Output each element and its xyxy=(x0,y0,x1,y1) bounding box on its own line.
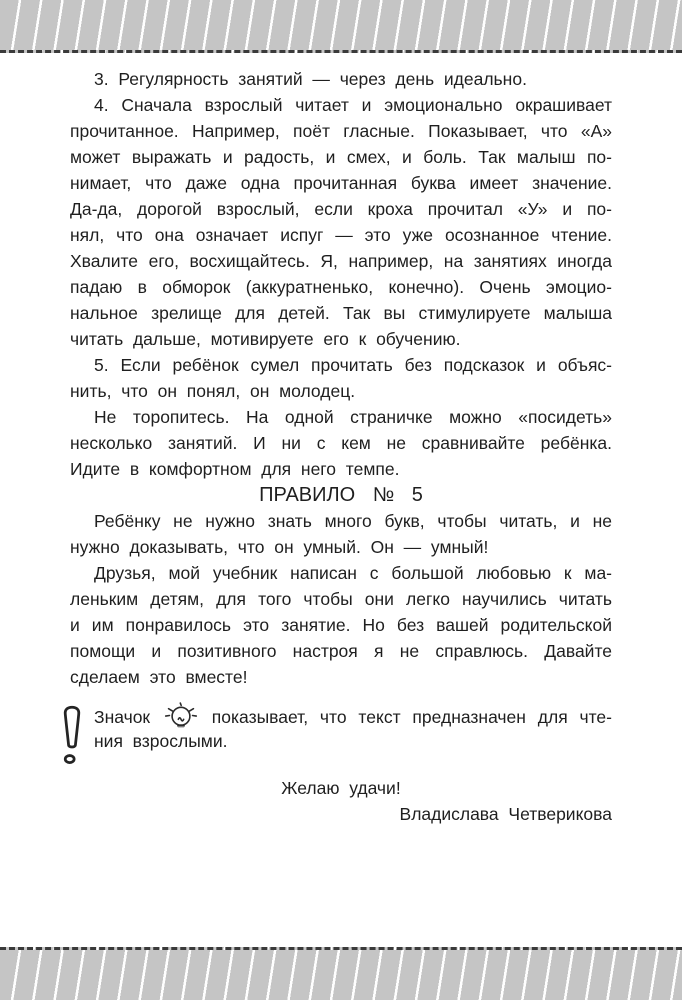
text-line xyxy=(94,702,612,728)
text-line: может выражать и радость, и смех, и боль. Так малыш по- xyxy=(70,147,612,167)
text-line: несколько занятий. И ни с кем не сравнивайте ребёнка. xyxy=(70,433,612,453)
lightbulb-icon xyxy=(164,702,198,728)
list-item-3 xyxy=(70,66,612,92)
list-item-4 xyxy=(70,92,612,352)
paragraph-dont-rush xyxy=(70,404,612,482)
text-line: Ребёнку не нужно знать много букв, чтобы читать, и не xyxy=(94,511,612,531)
text-line: падаю в обморок (аккуратненько, конечно). Очень эмоцио- xyxy=(70,277,612,297)
paragraph-rule-intro xyxy=(70,508,612,560)
text-line: нальное зрелище для детей. Так вы стимулируете малыша xyxy=(70,303,612,323)
text-line: прочитанное. Например, поёт гласные. Показывает, что «А» xyxy=(70,121,612,141)
good-luck-line: Желаю удачи! xyxy=(281,778,401,798)
text-line: Да-да, дорогой взрослый, если кроха прочитал «У» и по- xyxy=(70,199,612,219)
adults-note xyxy=(70,702,612,775)
text-line: 3. Регулярность занятий — через день идеально. xyxy=(94,69,527,89)
text-line: нимает, что даже одна прочитанная буква имеет значение. xyxy=(70,173,612,193)
text-line: сделаем это вместе! xyxy=(70,667,248,687)
note-text-before: Значок xyxy=(94,707,151,727)
text-line: леньким детям, для того чтобы они легко научились читать xyxy=(70,589,612,609)
note-text-after: показывает, что текст предназначен для чте- xyxy=(211,707,612,727)
list-item-5 xyxy=(70,352,612,404)
author-name: Владислава Четверикова xyxy=(399,804,612,824)
text-line: Идите в комфортном для него темпе. xyxy=(70,459,400,479)
top-decorative-band xyxy=(0,0,682,53)
text-line: 5. Если ребёнок сумел прочитать без подсказок и объяс- xyxy=(94,355,612,375)
text-line: Друзья, мой учебник написан с большой любовью к ма- xyxy=(94,563,612,583)
note-text xyxy=(94,702,612,775)
paragraph-rule-body xyxy=(70,560,612,690)
text-line: и им понравилось это занятие. Но без вашей родительской xyxy=(70,615,612,635)
text-line: 4. Сначала взрослый читает и эмоционально окрашивает xyxy=(94,95,612,115)
text-line: Хвалите его, восхищайтесь. Я, например, на занятиях иногда xyxy=(70,251,612,271)
text-line: нял, что она означает испуг — это уже осознанное чтение. xyxy=(70,225,612,245)
text-line: ния взрослыми. xyxy=(94,731,228,751)
text-line: читать дальше, мотивируете его к обучению. xyxy=(70,329,461,349)
text-line: помощи и позитивного настроя я не справлюсь. Давайте xyxy=(70,641,612,661)
text-line: нить, что он понял, он молодец. xyxy=(70,381,356,401)
text-line: Не торопитесь. На одной страничке можно «посидеть» xyxy=(94,407,612,427)
exclamation-mark-icon xyxy=(60,702,84,775)
page-content xyxy=(0,53,682,827)
text-line: нужно доказывать, что он умный. Он — умный! xyxy=(70,537,489,557)
bottom-decorative-band xyxy=(0,947,682,1000)
rule-heading: ПРАВИЛО № 5 xyxy=(259,484,423,506)
